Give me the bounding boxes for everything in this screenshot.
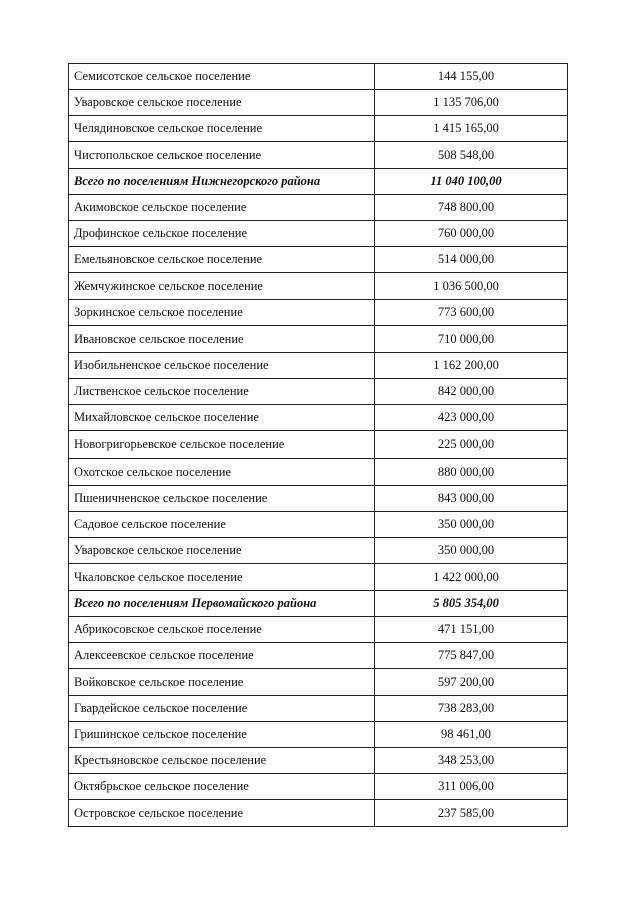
table-row <box>69 564 568 591</box>
settlement-name: Уваровское сельское поселение <box>69 90 375 116</box>
table-row <box>69 379 568 405</box>
table-row <box>69 64 568 90</box>
settlement-name: Семисотское сельское поселение <box>69 64 375 90</box>
settlement-amount: 348 253,00 <box>375 748 568 774</box>
settlement-name: Емельяновское сельское поселение <box>69 247 375 273</box>
settlement-amount: 842 000,00 <box>375 379 568 405</box>
table-total-row <box>69 169 568 195</box>
table-row <box>69 512 568 538</box>
settlement-amount: 311 006,00 <box>375 774 568 800</box>
table-row <box>69 300 568 326</box>
table-row <box>69 116 568 142</box>
settlement-amount: 775 847,00 <box>375 643 568 669</box>
settlement-name: Гришинское сельское поселение <box>69 722 375 748</box>
settlement-amount: 843 000,00 <box>375 486 568 512</box>
settlement-name: Челядиновское сельское поселение <box>69 116 375 142</box>
table-row <box>69 617 568 643</box>
settlement-name: Охотское сельское поселение <box>69 459 375 486</box>
settlement-name: Островское сельское поселение <box>69 800 375 827</box>
district-total-label: Всего по поселениям Нижнегорского района <box>69 169 375 195</box>
table-row <box>69 353 568 379</box>
settlement-name: Чистопольское сельское поселение <box>69 142 375 169</box>
district-total-amount: 5 805 354,00 <box>375 591 568 617</box>
settlement-budget-table <box>68 63 568 827</box>
settlement-amount: 880 000,00 <box>375 459 568 486</box>
settlement-name: Михайловское сельское поселение <box>69 405 375 431</box>
settlement-name: Лиственское сельское поселение <box>69 379 375 405</box>
settlement-name: Дрофинское сельское поселение <box>69 221 375 247</box>
settlement-name: Новогригорьевское сельское поселение <box>69 431 375 459</box>
settlement-amount: 1 162 200,00 <box>375 353 568 379</box>
settlement-name: Алексеевское сельское поселение <box>69 643 375 669</box>
table-row <box>69 643 568 669</box>
settlement-amount: 748 800,00 <box>375 195 568 221</box>
settlement-name: Абрикосовское сельское поселение <box>69 617 375 643</box>
table-row <box>69 405 568 431</box>
settlement-amount: 1 422 000,00 <box>375 564 568 591</box>
settlement-name: Гвардейское сельское поселение <box>69 696 375 722</box>
settlement-amount: 225 000,00 <box>375 431 568 459</box>
settlement-amount: 1 415 165,00 <box>375 116 568 142</box>
settlement-name: Жемчужинское сельское поселение <box>69 273 375 300</box>
settlement-amount: 508 548,00 <box>375 142 568 169</box>
settlement-amount: 738 283,00 <box>375 696 568 722</box>
settlement-amount: 98 461,00 <box>375 722 568 748</box>
settlement-name: Уваровское сельское поселение <box>69 538 375 564</box>
settlement-name: Чкаловское сельское поселение <box>69 564 375 591</box>
settlement-name: Садовое сельское поселение <box>69 512 375 538</box>
district-total-label: Всего по поселениям Первомайского района <box>69 591 375 617</box>
settlement-amount: 773 600,00 <box>375 300 568 326</box>
settlement-amount: 144 155,00 <box>375 64 568 90</box>
settlement-name: Пшеничненское сельское поселение <box>69 486 375 512</box>
settlement-amount: 514 000,00 <box>375 247 568 273</box>
settlement-amount: 350 000,00 <box>375 538 568 564</box>
table-row <box>69 800 568 827</box>
settlement-name: Крестьяновское сельское поселение <box>69 748 375 774</box>
settlement-amount: 423 000,00 <box>375 405 568 431</box>
table-row <box>69 722 568 748</box>
table-row <box>69 326 568 353</box>
table-row <box>69 538 568 564</box>
settlement-name: Акимовское сельское поселение <box>69 195 375 221</box>
settlement-name: Войковское сельское поселение <box>69 669 375 696</box>
district-total-amount: 11 040 100,00 <box>375 169 568 195</box>
settlement-amount: 350 000,00 <box>375 512 568 538</box>
settlement-amount: 237 585,00 <box>375 800 568 827</box>
table-row <box>69 774 568 800</box>
settlement-amount: 471 151,00 <box>375 617 568 643</box>
settlement-name: Октябрьское сельское поселение <box>69 774 375 800</box>
settlement-name: Зоркинское сельское поселение <box>69 300 375 326</box>
table-row <box>69 486 568 512</box>
settlement-amount: 710 000,00 <box>375 326 568 353</box>
settlement-amount: 597 200,00 <box>375 669 568 696</box>
settlement-name: Изобильненское сельское поселение <box>69 353 375 379</box>
settlement-amount: 760 000,00 <box>375 221 568 247</box>
table-row <box>69 247 568 273</box>
table-row <box>69 142 568 169</box>
table-row <box>69 459 568 486</box>
table-row <box>69 221 568 247</box>
settlement-amount: 1 036 500,00 <box>375 273 568 300</box>
table-row <box>69 696 568 722</box>
table-row <box>69 669 568 696</box>
table-row <box>69 90 568 116</box>
settlement-name: Ивановское сельское поселение <box>69 326 375 353</box>
table-row <box>69 273 568 300</box>
settlement-amount: 1 135 706,00 <box>375 90 568 116</box>
table-row <box>69 195 568 221</box>
table-total-row <box>69 591 568 617</box>
table-row <box>69 748 568 774</box>
table-row <box>69 431 568 459</box>
table-body <box>69 64 568 827</box>
